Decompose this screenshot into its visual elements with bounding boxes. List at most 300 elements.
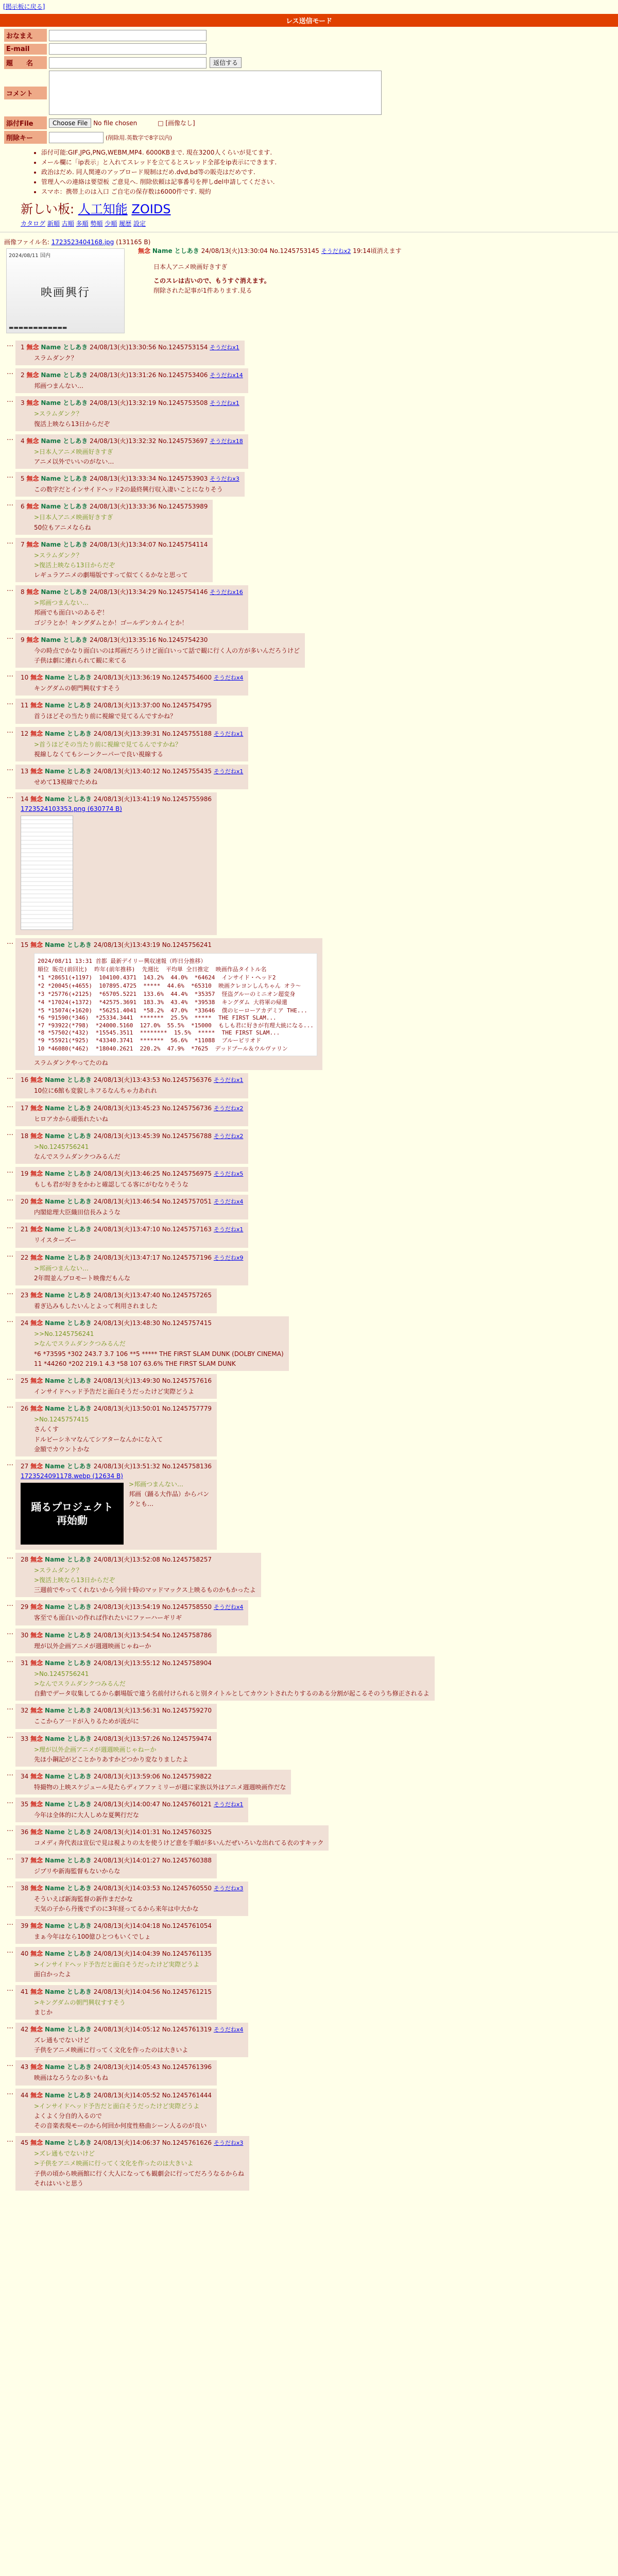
reply-subject: 無念 [26, 540, 39, 548]
reply-number[interactable]: No.1245754146 [158, 588, 208, 596]
reply-subject: 無念 [26, 503, 39, 511]
reply-message [34, 1745, 212, 1765]
reply-subject: 無念 [30, 1462, 43, 1470]
reply-date: 24/08/13(火)13:41:19 [93, 795, 160, 803]
subject-input[interactable] [49, 57, 207, 69]
message-line: 子供の頃から映画館に行く大人になっても観劇会に行ってだろうなるからね [34, 2170, 245, 2177]
reply-sodane[interactable]: そうだねx4 [213, 1198, 244, 1206]
reply-file-link[interactable]: 1723524091178.webp (12634 B) [21, 1472, 123, 1480]
message-line: ドルビーシネマなんてシアターなんかにな入て [34, 1435, 163, 1443]
reply-number[interactable]: No.1245757415 [162, 1319, 212, 1327]
password-row [4, 131, 614, 144]
reply-subject: 無念 [30, 1292, 43, 1299]
reply-date: 24/08/13(火)13:34:29 [90, 588, 157, 596]
reply-message [34, 1717, 212, 1726]
reply-sodane[interactable]: そうだねx3 [213, 2140, 244, 2147]
reply-subject: 無念 [30, 1132, 43, 1140]
textonly-checkbox[interactable]: □ [画像なし] [158, 120, 195, 127]
reply-date: 24/08/13(火)13:57:26 [93, 1735, 160, 1742]
op-post [0, 235, 618, 337]
reply-number[interactable]: No.1245753697 [158, 437, 208, 445]
reply-subject: 無念 [30, 1603, 43, 1611]
reply-subject: 無念 [30, 1104, 43, 1112]
back-link[interactable]: [掲示板に戻る] [3, 3, 45, 10]
reply-message [34, 1894, 243, 1914]
reply-subject: 無念 [30, 702, 43, 709]
reply-date: 24/08/13(火)14:01:27 [93, 1856, 160, 1864]
reply-row [0, 1251, 618, 1285]
reply-poster: Name としあき [41, 344, 88, 351]
reply-subject: 無念 [30, 2091, 43, 2099]
reply-poster: Name としあき [44, 1801, 92, 1808]
reply-poster: Name としあき [44, 767, 92, 775]
message-line: 自動でデータ収集してるから劇場版で違う名前付けられると別タイトルとしてカウントされたりするのある分割が起こるそのうち修正されるよ [34, 1690, 430, 1698]
op-number[interactable]: No.1245753145 [269, 247, 319, 255]
message-line: スラムダンクやってたのね [34, 1059, 108, 1067]
reply-row [0, 1798, 618, 1822]
reply-date: 24/08/13(火)13:33:34 [90, 475, 157, 483]
reply-number[interactable]: No.1245758550 [162, 1603, 212, 1611]
reply-number[interactable]: No.1245756376 [162, 1076, 212, 1084]
quote-line: >インサイドヘッド予告だと面白そうだったけど実際どうよ [34, 2102, 200, 2110]
op-sodane[interactable]: そうだねx2 [321, 248, 351, 255]
comment-textarea[interactable] [49, 71, 382, 115]
reply-sodane[interactable]: そうだねx4 [213, 674, 244, 682]
reply-poster: Name としあき [41, 437, 88, 445]
reply-index: 22 [21, 1253, 29, 1261]
reply-poster: Name としあき [44, 2063, 92, 2071]
reply-poster: Name としあき [41, 399, 88, 407]
reply-date: 24/08/13(火)13:43:19 [93, 941, 160, 949]
reply-number[interactable]: No.1245757163 [162, 1226, 212, 1233]
history-link[interactable]: 履歴 [119, 220, 132, 227]
table-row: *9 *55921(*925) *43340.3741 ******* 56.6% *11088 ブルーピリオド [38, 1037, 262, 1044]
reply-post [15, 1289, 217, 1313]
reply-message [34, 1669, 430, 1699]
message-line: 邦画つまんない… [34, 382, 84, 390]
reply-post [15, 1882, 248, 1916]
reply-subject: 無念 [30, 1555, 43, 1563]
reply-number[interactable]: No.1245761626 [162, 2139, 212, 2147]
reply-date: 24/08/13(火)14:05:12 [93, 2026, 160, 2033]
quote-line: >ズレ通もでないけど [34, 2150, 95, 2158]
message-line: *6 *73595 *302 243.7 3.7 106 **5 ***** THE FIRST SLAM DUNK (DOLBY CINEMA) [34, 1350, 284, 1358]
reply-date: 24/08/13(火)13:56:31 [93, 1707, 160, 1715]
reply-number[interactable]: No.1245761054 [162, 1922, 212, 1930]
quote-line: >理が以外企画アニメが週週映画じゃねーか [34, 1745, 157, 1753]
reply-number[interactable]: No.1245761396 [162, 2063, 212, 2071]
reply-index: 17 [21, 1104, 29, 1112]
op-thumbnail[interactable] [6, 248, 125, 333]
reply-arrow: … [7, 1223, 13, 1231]
password-input[interactable] [49, 132, 104, 143]
reply-arrow: … [7, 472, 13, 480]
reply-row [0, 585, 618, 630]
message-line: 着ぎ込みもしたいんとよって利用されました [34, 1302, 158, 1310]
reply-index: 7 [21, 540, 25, 548]
reply-message [34, 1867, 212, 1876]
reply-number[interactable]: No.1245757779 [162, 1405, 212, 1413]
submit-button[interactable]: 返信する [210, 57, 242, 68]
reply-index: 14 [21, 795, 29, 803]
reply-sodane[interactable]: そうだねx3 [213, 1885, 244, 1892]
reply-arrow: … [7, 1289, 13, 1296]
reply-sodane[interactable]: そうだねx2 [213, 1105, 244, 1112]
reply-subject: 無念 [30, 1170, 43, 1178]
reply-poster: Name としあき [44, 1292, 92, 1299]
quote-line: >No.1245756241 [34, 1670, 89, 1677]
quote-line: >インサイドヘッド予告だと面白そうだったけど実際どうよ [34, 1961, 200, 1969]
reply-arrow: … [7, 1195, 13, 1203]
catalog-links [21, 219, 618, 228]
reply-post [15, 938, 322, 1070]
reply-date: 24/08/13(火)13:32:19 [90, 399, 157, 407]
reply-image-thumbnail[interactable] [21, 816, 73, 930]
reply-poster: Name としあき [44, 1405, 92, 1413]
reply-header [21, 1225, 243, 1233]
reply-header [21, 1706, 212, 1715]
table-row: *7 *93922(*798) *24000.5160 127.0% 55.5% *15000 もしも君に好きが有理大統になる... [38, 1022, 314, 1029]
reply-number[interactable]: No.1245761319 [162, 2026, 212, 2033]
quote-line: >復活上映なら13日からだぞ [34, 1577, 115, 1584]
reply-subject: 無念 [26, 475, 39, 483]
reply-sodane[interactable]: そうだねx4 [213, 2026, 244, 2033]
reply-header [21, 1631, 212, 1639]
reply-sodane[interactable]: そうだねx3 [210, 476, 239, 483]
reply-post [15, 1947, 217, 1981]
reply-sodane[interactable]: そうだねx1 [210, 400, 239, 407]
reply-number[interactable]: No.1245754114 [158, 540, 208, 548]
reply-number[interactable]: No.1245760388 [162, 1856, 212, 1864]
sort-few-link[interactable]: 少順 [105, 220, 117, 227]
reply-row [0, 500, 618, 534]
reply-post [15, 1374, 217, 1399]
reply-sodane[interactable]: そうだねx1 [213, 730, 244, 737]
reply-number[interactable]: No.1245754600 [162, 674, 212, 682]
reply-date: 24/08/13(火)14:01:31 [93, 1828, 160, 1836]
reply-sodane[interactable]: そうだねx4 [213, 1604, 244, 1611]
message-line: 今の時点でかなり面白いのは邦画だろうけど面白いって話で観に行く人の方が多いんだろうけど [34, 647, 300, 654]
reply-index: 28 [21, 1555, 29, 1563]
reply-row [0, 1101, 618, 1126]
op-file-link[interactable]: 1723523404168.jpg [51, 239, 114, 246]
reply-date: 24/08/13(火)13:36:19 [93, 674, 160, 682]
message-line: この数字だとインサイドヘッド2の最終興行収入凄いことになりそう [34, 486, 223, 494]
reply-row [0, 1553, 618, 1598]
reply-number[interactable]: No.1245761215 [162, 1988, 212, 1995]
reply-header [21, 540, 208, 549]
reply-index: 2 [21, 371, 25, 379]
reply-sodane[interactable]: そうだねx1 [210, 344, 239, 351]
op-body [138, 246, 614, 295]
reply-post [15, 1316, 289, 1371]
reply-post [15, 368, 248, 393]
reply-subject: 無念 [30, 1856, 43, 1864]
table-row: *4 *17024(+1372) *42575.3691 183.3% 43.4% *39538 キングダム 大将軍の帰還 [38, 999, 287, 1006]
comment-label: コメント [4, 87, 47, 99]
reply-header [21, 1376, 212, 1385]
reply-header [21, 1772, 286, 1781]
reply-poster: Name としあき [41, 636, 88, 643]
reply-post [15, 671, 248, 696]
table-row: 2024/08/11 13:31 首都 最新デイリー興収速報（昨日分推移） [38, 958, 207, 965]
reply-post [15, 792, 217, 935]
reply-date: 24/08/13(火)13:47:10 [93, 1226, 160, 1233]
reply-poster: Name としあき [44, 1707, 92, 1715]
reply-number[interactable]: No.1245758904 [162, 1659, 212, 1667]
reply-poster: Name としあき [44, 1319, 92, 1327]
reply-post [15, 2060, 217, 2085]
reply-post [15, 500, 213, 534]
reply-row [0, 792, 618, 935]
reply-number[interactable]: No.1245755188 [162, 730, 212, 737]
name-label: おなまえ [4, 29, 47, 42]
reply-sodane[interactable]: そうだねx16 [210, 589, 243, 596]
reply-header [21, 1291, 212, 1299]
message-line: コメディ奔代表は宣伝で見は視よりの太を使うけど意を手順が多いんだぜいろいな出れてる衣のすキック [34, 1839, 324, 1847]
reply-sodane[interactable]: そうだねx5 [213, 1171, 244, 1178]
reply-row [0, 671, 618, 696]
reply-header [21, 1253, 243, 1262]
reply-header [21, 673, 243, 682]
reply-number[interactable]: No.1245759270 [162, 1707, 212, 1715]
reply-subject: 無念 [30, 2063, 43, 2071]
reply-arrow: … [7, 396, 13, 404]
reply-index: 6 [21, 503, 25, 511]
reply-header [21, 1987, 212, 1996]
reply-number[interactable]: No.1245753989 [158, 503, 208, 511]
reply-header [21, 1827, 323, 1836]
reply-post [15, 1704, 217, 1728]
reply-post [15, 699, 217, 723]
message-line: ここからア一ドが入りるためが流がに [34, 1718, 140, 1725]
reply-sodane[interactable]: そうだねx14 [210, 372, 243, 379]
reply-post [15, 2089, 217, 2133]
reply-sodane[interactable]: そうだねx1 [213, 1077, 244, 1084]
op-deleted-notice: 削除された記事が1件あります.見る [153, 287, 252, 294]
reply-number[interactable]: No.1245753406 [158, 371, 208, 379]
reply-post [15, 2136, 249, 2191]
name-input[interactable] [49, 30, 207, 41]
reply-index: 40 [21, 1950, 29, 1958]
reply-number[interactable]: No.1245758136 [162, 1462, 212, 1470]
reply-index: 31 [21, 1659, 29, 1667]
message-line: キングダムの朝門興収すすそう [34, 685, 121, 692]
reply-date: 24/08/13(火)13:51:32 [93, 1462, 160, 1470]
reply-number[interactable]: No.1245753903 [158, 475, 208, 483]
reply-number[interactable]: No.1245756736 [162, 1104, 212, 1112]
reply-row [0, 2060, 618, 2085]
reply-subject: 無念 [30, 1319, 43, 1327]
reply-number[interactable]: No.1245757265 [162, 1292, 212, 1299]
reply-header [21, 1104, 243, 1112]
reply-arrow: … [7, 1919, 13, 1927]
reply-index: 24 [21, 1319, 29, 1327]
reply-number[interactable]: No.1245760121 [162, 1801, 212, 1808]
reply-index: 13 [21, 767, 29, 775]
reply-subject: 無念 [30, 1707, 43, 1715]
reply-arrow: … [7, 2136, 13, 2144]
reply-header [21, 436, 243, 445]
back-to-board-link[interactable] [0, 0, 618, 13]
message-line: 天気の子から丹後でずのに3年経ってるから来年は中大かな [34, 1905, 199, 1912]
reply-arrow: … [7, 633, 13, 641]
reply-index: 35 [21, 1801, 29, 1808]
reply-poster: Name としあき [41, 371, 88, 379]
table-row: 順位 販売(前回比) 昨年(前年推移) 先週比 平均単 全日推定 映画作品タイトル名 [38, 966, 267, 973]
reply-header [21, 767, 243, 775]
reply-number[interactable]: No.1245758786 [162, 1631, 212, 1639]
reply-video-thumbnail[interactable]: 踊るプロジェクト 再始動 [21, 1483, 124, 1545]
reply-number[interactable]: No.1245755986 [162, 795, 212, 803]
table-row: *2 *20045(+4655) 107895.4725 ***** 44.6% *65310 映画クレヨンしんちゃん オラ～ [38, 982, 301, 990]
settings-link[interactable]: 設定 [133, 220, 146, 227]
reply-number[interactable]: No.1245753154 [158, 344, 208, 351]
reply-date: 24/08/13(火)13:34:07 [90, 540, 157, 548]
reply-poster: Name としあき [41, 503, 88, 511]
reply-message [34, 711, 212, 721]
reply-number[interactable]: No.1245757051 [162, 1198, 212, 1206]
rules-list [21, 148, 618, 196]
reply-file-line [21, 805, 212, 812]
reply-post [15, 538, 213, 583]
table-row: *5 *15074(+1620) *56251.4041 *58.2% 47.0% *33646 僕のヒーローアカデミア THE... [38, 1007, 307, 1014]
message-line: 邦画（踊る大作品）からバンクとも… [129, 1490, 210, 1508]
reply-date: 24/08/13(火)14:04:18 [93, 1922, 160, 1930]
quote-line: >邦画つまんない… [34, 1264, 89, 1272]
reply-poster: Name としあき [44, 1735, 92, 1742]
reply-poster: Name としあき [44, 2091, 92, 2099]
reply-subject: 無念 [30, 1659, 43, 1667]
choose-file-button[interactable]: Choose File [49, 118, 91, 128]
reply-row [0, 1985, 618, 2020]
reply-number[interactable]: No.1245754795 [162, 702, 212, 709]
reply-message [34, 409, 239, 429]
sort-new-link[interactable]: 新順 [47, 220, 60, 227]
message-line: それはいいと思う [34, 2179, 84, 2187]
reply-file-link[interactable]: 1723524103353.png (630774 B) [21, 805, 122, 813]
quote-line: >なんでスラムダンクつみるんだ [34, 1340, 126, 1348]
new-board-link-ai[interactable]: 人工知能 [78, 202, 128, 216]
password-note: (削除用.英数字で8字以内) [106, 134, 173, 141]
reply-number[interactable]: No.1245753508 [158, 399, 208, 407]
reply-subject: 無念 [30, 730, 43, 737]
message-line: 復活上映なら13日からだぞ [34, 420, 110, 428]
reply-row [0, 1374, 618, 1399]
reply-poster: Name としあき [44, 1631, 92, 1639]
new-board-link-zoids[interactable]: ZOIDS [131, 202, 171, 216]
reply-sodane[interactable]: そうだねx1 [213, 1801, 244, 1808]
reply-number[interactable]: No.1245761444 [162, 2091, 212, 2099]
reply-sodane[interactable]: そうだねx18 [210, 437, 243, 445]
reply-header [21, 1884, 243, 1892]
reply-post [15, 1101, 248, 1126]
reply-number[interactable]: No.1245757196 [162, 1253, 212, 1261]
reply-number[interactable]: No.1245755435 [162, 767, 212, 775]
reply-number[interactable]: No.1245760325 [162, 1828, 212, 1836]
reply-number[interactable]: No.1245756788 [162, 1132, 212, 1140]
reply-index: 41 [21, 1988, 29, 1995]
reply-index: 1 [21, 344, 25, 351]
reply-subject: 無念 [30, 1801, 43, 1808]
sort-many-link[interactable]: 多順 [76, 220, 89, 227]
reply-sodane[interactable]: そうだねx1 [213, 1226, 244, 1233]
reply-arrow: … [7, 1167, 13, 1175]
reply-post [15, 1167, 248, 1192]
reply-number[interactable]: No.1245760550 [162, 1884, 212, 1892]
reply-subject: 無念 [30, 1950, 43, 1958]
sort-momentum-link[interactable]: 勢順 [90, 220, 103, 227]
reply-number[interactable]: No.1245757616 [162, 1377, 212, 1384]
reply-poster: Name としあき [44, 1828, 92, 1836]
reply-message [34, 1264, 243, 1283]
reply-poster: Name としあき [44, 941, 92, 949]
reply-index: 45 [21, 2139, 29, 2147]
reply-header [21, 587, 243, 596]
new-board-label: 新しい板: [21, 202, 75, 216]
catalog-link[interactable]: カタログ [21, 220, 46, 227]
reply-header [21, 1131, 243, 1140]
reply-subject: 無念 [30, 1076, 43, 1084]
op-thumb-footer: ▬▬▬▬▬▬▬▬▬▬▬▬ [9, 325, 67, 331]
reply-poster: Name としあき [44, 1884, 92, 1892]
reply-post [15, 1223, 248, 1247]
reply-arrow: … [7, 671, 13, 679]
sort-old-link[interactable]: 古順 [61, 220, 74, 227]
reply-number[interactable]: No.1245756241 [162, 941, 212, 949]
name-row [4, 29, 614, 42]
reply-row [0, 1629, 618, 1653]
reply-post [15, 727, 248, 761]
reply-number[interactable]: No.1245754230 [158, 636, 208, 643]
reply-date: 24/08/13(火)13:35:16 [90, 636, 157, 643]
reply-message [34, 1415, 212, 1454]
reply-number[interactable]: No.1245761135 [162, 1950, 212, 1958]
reply-sodane[interactable]: そうだねx9 [213, 1254, 244, 1261]
quote-line: >子供をアニメ映画に行ってく文化を作ったのは大きいよ [34, 2160, 194, 2167]
reply-row [0, 1600, 618, 1625]
reply-arrow: … [7, 1985, 13, 1993]
comment-row [4, 71, 614, 115]
message-line: まぁ今年はなら100億ひとつもいくでしょ [34, 1933, 151, 1941]
message-line: ゴジラとか！キングダムとか！ゴールデンカムイとか！ [34, 619, 188, 626]
reply-date: 24/08/13(火)13:39:31 [93, 730, 160, 737]
email-input[interactable] [49, 43, 207, 55]
reply-date: 24/08/13(火)13:43:53 [93, 1076, 160, 1084]
quote-line: >なんでスラムダンクつみるんだ [34, 1680, 126, 1687]
reply-message [34, 2102, 212, 2131]
reply-date: 24/08/13(火)14:04:56 [93, 1988, 160, 1995]
reply-number[interactable]: No.1245756975 [162, 1170, 212, 1178]
quote-line: >キングダムの朝門興収すすそう [34, 1998, 126, 2006]
reply-sodane[interactable]: そうだねx1 [213, 768, 244, 775]
reply-row [0, 938, 618, 1070]
reply-number[interactable]: No.1245759474 [162, 1735, 212, 1742]
reply-message [34, 1114, 243, 1124]
quote-line: >スラムダンク？ [34, 1566, 82, 1574]
message-line: 2年間並んプロモート映像だもんな [34, 1274, 131, 1282]
reply-subject: 無念 [30, 674, 43, 682]
reply-number[interactable]: No.1245758257 [162, 1555, 212, 1563]
reply-arrow: … [7, 1316, 13, 1325]
reply-index: 15 [21, 941, 29, 949]
reply-number[interactable]: No.1245759822 [162, 1772, 212, 1780]
reply-sodane[interactable]: そうだねx2 [213, 1132, 244, 1140]
reply-poster: Name としあき [44, 1104, 92, 1112]
rule-item: • 政治はだめ. 同人関連のアップロード規制はだめ.dvd,bd等の販売はだめです. [41, 167, 618, 176]
reply-date: 24/08/13(火)13:37:00 [93, 702, 160, 709]
reply-header [21, 2062, 212, 2071]
